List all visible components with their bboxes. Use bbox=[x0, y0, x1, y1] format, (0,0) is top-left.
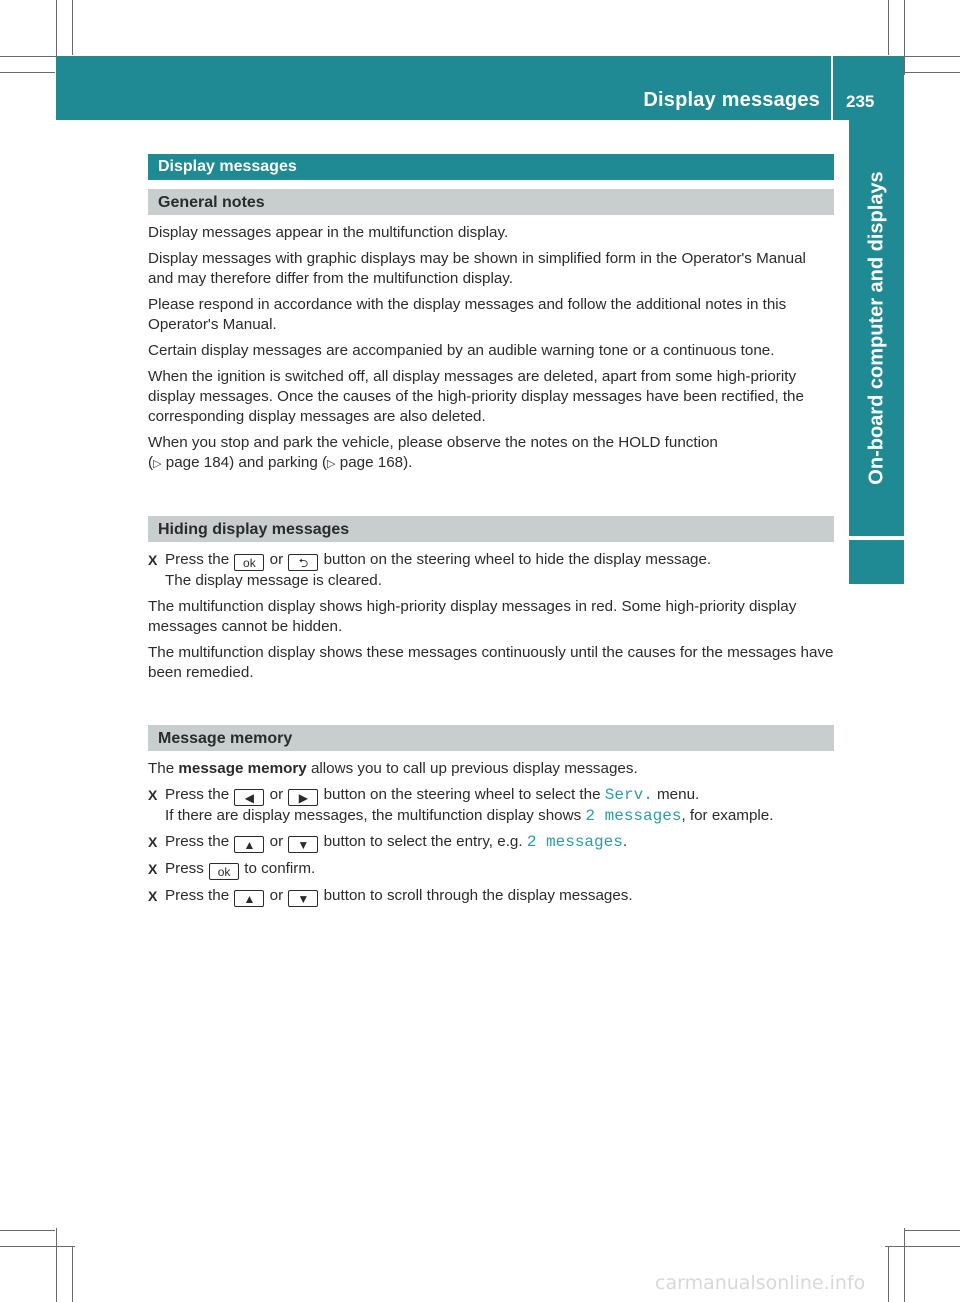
text: page 168). bbox=[339, 454, 413, 471]
ok-key-icon: ok bbox=[209, 863, 239, 880]
text: or bbox=[269, 833, 284, 850]
text: page 184) and parking ( bbox=[165, 454, 328, 471]
paragraph: Certain display messages are accompanied by an audible warning tone or a continuous tone. bbox=[148, 342, 775, 359]
text: Press the bbox=[165, 786, 230, 803]
crop-mark bbox=[0, 72, 55, 73]
right-key-icon: ▶ bbox=[288, 789, 318, 806]
instruction-step bbox=[148, 886, 834, 907]
page-content bbox=[148, 154, 834, 913]
display-text: 2 messages bbox=[585, 807, 682, 825]
text: or bbox=[269, 786, 284, 803]
up-key-icon: ▲ bbox=[234, 836, 264, 853]
paragraph: When the ignition is switched off, all display messages are deleted, apart from some high-priority display messages. Once the causes of the high-priority display messages have been rectified, the corresponding display messages are also deleted. bbox=[148, 368, 804, 425]
step-bullet-icon: X bbox=[148, 888, 158, 904]
step-bullet-icon: X bbox=[148, 552, 158, 568]
heading-hiding-messages: Hiding display messages bbox=[148, 516, 834, 542]
text: button to select the entry, e.g. bbox=[323, 833, 523, 850]
down-key-icon: ▼ bbox=[288, 890, 318, 907]
watermark: carmanualsonline.info bbox=[655, 1272, 866, 1294]
page-header bbox=[56, 56, 904, 120]
text: When you stop and park the vehicle, please observe the notes on the HOLD function bbox=[148, 434, 718, 451]
text: . bbox=[622, 833, 628, 850]
bold-term: message memory bbox=[178, 760, 307, 777]
left-key-icon: ◀ bbox=[234, 789, 264, 806]
page-ref-arrow-icon: ▷ bbox=[153, 458, 162, 470]
text: Press bbox=[165, 860, 204, 877]
paragraph: The multifunction display shows high-priority display messages in red. Some high-priority display messages cannot be hidden. bbox=[148, 598, 797, 635]
crop-mark bbox=[72, 0, 73, 55]
crop-mark bbox=[72, 1247, 73, 1302]
crop-mark bbox=[885, 1246, 960, 1247]
header-divider bbox=[831, 56, 833, 120]
step-result: The display message is cleared. bbox=[165, 572, 382, 589]
paragraph: When you stop and park the vehicle, please observe the notes on the HOLD function (▷ page 184) and parking (▷ page 168). bbox=[148, 434, 718, 471]
chapter-label: On-board computer and displays bbox=[865, 171, 887, 485]
heading-message-memory: Message memory bbox=[148, 725, 834, 751]
page-number: 235 bbox=[846, 92, 875, 111]
paragraph bbox=[148, 759, 834, 779]
text: The bbox=[148, 760, 175, 777]
text: , for example. bbox=[681, 807, 774, 824]
crop-mark bbox=[904, 1228, 905, 1302]
paragraph: The multifunction display shows these messages continuously until the causes for the messages have been remedied. bbox=[148, 644, 834, 681]
crop-mark bbox=[0, 1230, 55, 1231]
paragraph: Display messages with graphic displays may be shown in simplified form in the Operator's Manual and may therefore differ from the multifunction display. bbox=[148, 250, 806, 287]
crop-mark bbox=[905, 1230, 960, 1231]
ok-key-icon: ok bbox=[234, 554, 264, 571]
instruction-step bbox=[148, 550, 834, 591]
instruction-step bbox=[148, 785, 834, 826]
crop-mark bbox=[56, 1228, 57, 1302]
text: menu. bbox=[657, 786, 700, 803]
text: button to scroll through the display messages. bbox=[323, 887, 633, 904]
paragraph: Display messages appear in the multifunction display. bbox=[148, 224, 509, 241]
crop-mark bbox=[904, 0, 905, 75]
text: allows you to call up previous display messages. bbox=[310, 760, 638, 777]
instruction-step bbox=[148, 832, 834, 853]
instruction-step bbox=[148, 859, 834, 880]
crop-mark bbox=[888, 1247, 889, 1302]
text: or bbox=[269, 551, 284, 568]
section-title: Display messages bbox=[148, 154, 834, 180]
header-title: Display messages bbox=[643, 89, 820, 111]
text: button on the steering wheel to hide the display message. bbox=[323, 551, 712, 568]
text: or bbox=[269, 887, 284, 904]
up-key-icon: ▲ bbox=[234, 890, 264, 907]
step-bullet-icon: X bbox=[148, 787, 158, 803]
text: Press the bbox=[165, 551, 230, 568]
text: If there are display messages, the multifunction display shows bbox=[165, 807, 582, 824]
display-text: 2 messages bbox=[526, 833, 623, 851]
crop-mark bbox=[888, 0, 889, 55]
back-key-icon: ⮌ bbox=[288, 554, 318, 571]
text: Press the bbox=[165, 833, 230, 850]
crop-mark bbox=[0, 1246, 75, 1247]
text: Press the bbox=[165, 887, 230, 904]
page-ref-arrow-icon: ▷ bbox=[327, 458, 336, 470]
text: button on the steering wheel to select the bbox=[323, 786, 601, 803]
chapter-marker bbox=[849, 540, 904, 584]
text: to confirm. bbox=[244, 860, 316, 877]
chapter-tab bbox=[849, 120, 904, 536]
down-key-icon: ▼ bbox=[288, 836, 318, 853]
paragraph: Please respond in accordance with the display messages and follow the additional notes in this Operator's Manual. bbox=[148, 296, 787, 333]
crop-mark bbox=[905, 72, 960, 73]
display-text: Serv. bbox=[604, 786, 653, 804]
step-bullet-icon: X bbox=[148, 861, 158, 877]
step-bullet-icon: X bbox=[148, 834, 158, 850]
heading-general-notes: General notes bbox=[148, 189, 834, 215]
